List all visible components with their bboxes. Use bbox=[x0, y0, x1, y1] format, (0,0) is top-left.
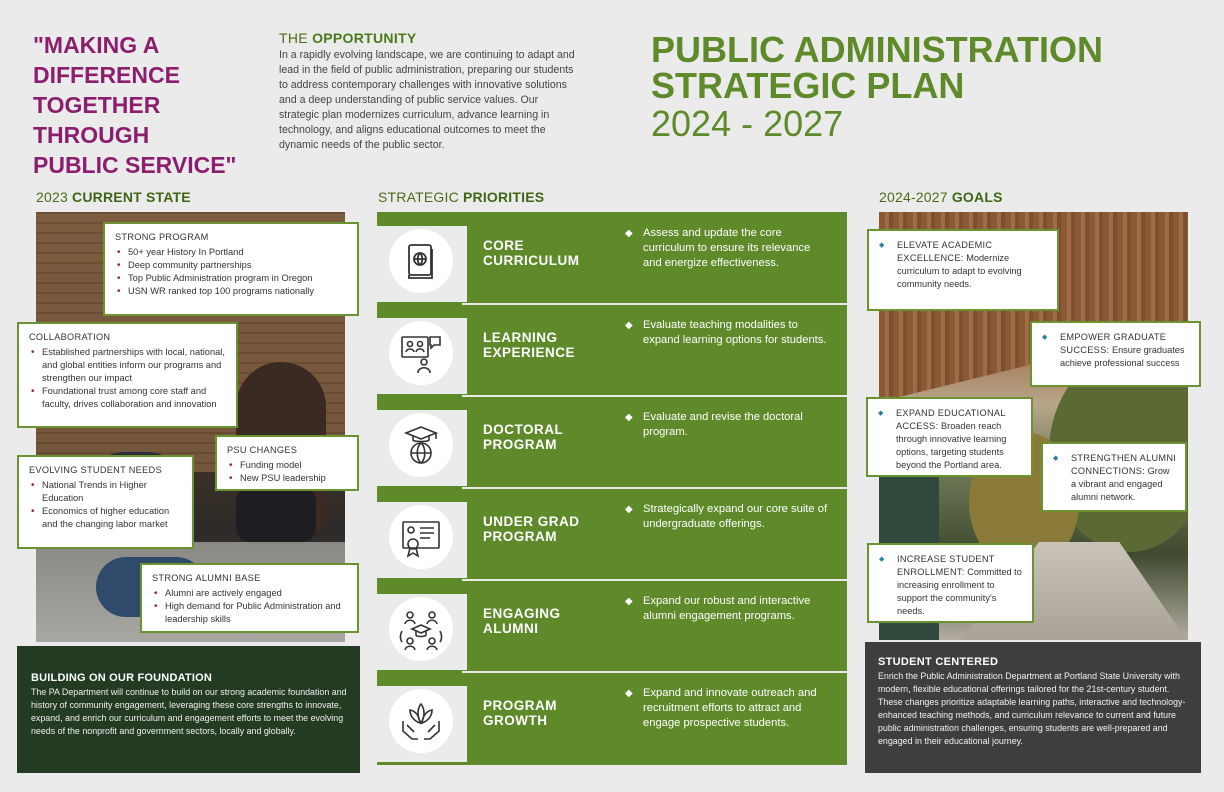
goal-box bbox=[866, 397, 1033, 477]
box-title: STRONG PROGRAM bbox=[115, 232, 209, 242]
opportunity-body: In a rapidly evolving landscape, we are continuing to adapt and lead in the field of public administration, preparing our students to address contemporary challenges with innovative solutions and a deep understanding of public service values. Our strategic plan modernizes curriculum, advance learning in technology, and aligns educational outcomes to meet the dynamic needs of the public sector. bbox=[279, 49, 575, 151]
globe-book-icon bbox=[389, 229, 453, 293]
current-state-heading bbox=[36, 189, 191, 205]
goal-text bbox=[879, 239, 1049, 291]
quote-line: "MAKING A bbox=[33, 32, 160, 58]
goal-text bbox=[1053, 452, 1177, 504]
strong-program-box bbox=[103, 222, 359, 316]
title-line-2: STRATEGIC PLAN bbox=[651, 65, 965, 106]
list-item: • Funding model bbox=[227, 459, 349, 472]
current-state-heading-light: 2023 bbox=[36, 189, 73, 205]
box-title: EVOLVING STUDENT NEEDS bbox=[29, 465, 162, 475]
priorities-panel bbox=[377, 212, 847, 765]
goal-title: ELEVATE ACADEMIC EXCELLENCE: bbox=[897, 240, 993, 263]
goal-box bbox=[867, 543, 1034, 623]
evolving-student-needs-box bbox=[17, 455, 194, 549]
quote-line: DIFFERENCE bbox=[33, 62, 180, 88]
list-item: • Deep community partnerships bbox=[115, 259, 349, 272]
quote-line: TOGETHER bbox=[33, 92, 161, 118]
list-item: • National Trends in Higher Education bbox=[29, 479, 184, 505]
priority-label bbox=[483, 330, 613, 360]
foundation-title: BUILDING ON OUR FOUNDATION bbox=[31, 672, 212, 684]
goal-text bbox=[879, 553, 1024, 618]
list-item: • USN WR ranked top 100 programs nationally bbox=[115, 285, 349, 298]
priority-label-line: ALUMNI bbox=[483, 621, 539, 636]
goal-body: Grow a vibrant and engaged alumni network. bbox=[1071, 466, 1170, 502]
priority-desc: ◆ Expand and innovate outreach and recruitment efforts to attract and engage prospective students. bbox=[625, 686, 830, 731]
priority-label-line: PROGRAM bbox=[483, 437, 557, 452]
priorities-heading-light: STRATEGIC bbox=[378, 189, 463, 205]
priority-label-line: DOCTORAL bbox=[483, 422, 564, 437]
box-title: STRONG ALUMNI BASE bbox=[152, 573, 261, 583]
priority-desc: ◆ Evaluate and revise the doctoral program. bbox=[625, 410, 830, 440]
priority-label-line: CURRICULUM bbox=[483, 253, 580, 268]
priority-label bbox=[483, 514, 613, 544]
goal-title: INCREASE STUDENT ENROLLMENT: bbox=[897, 554, 995, 577]
goal-box bbox=[867, 229, 1059, 311]
list-item: • High demand for Public Administration and leadership skills bbox=[152, 600, 349, 626]
title-line-1: PUBLIC ADMINISTRATION bbox=[651, 29, 1103, 70]
student-body: Enrich the Public Administration Department at Portland State University with modern, flexible educational offerings tailored for the 21st-century student. These changes prioritize adaptable learning paths, interactive and technology-enhanced teaching methods, and curriculum relevance to current and future public administration challenges, ensuring students are well-prepared and engaged in their educational journey. bbox=[878, 671, 1186, 746]
priority-label-line: LEARNING bbox=[483, 330, 558, 345]
goal-title: STRENGTHEN ALUMNI CONNECTIONS: bbox=[1071, 453, 1177, 476]
virtual-classroom-icon bbox=[389, 321, 453, 385]
priority-row bbox=[377, 488, 847, 580]
goal-text bbox=[1042, 331, 1191, 370]
priority-row bbox=[377, 580, 847, 672]
list-item: • New PSU leadership bbox=[227, 472, 349, 485]
goals-heading bbox=[879, 189, 1003, 205]
goal-text bbox=[878, 407, 1023, 472]
list-item: • Established partnerships with local, national, and global entities inform our programs and strengthen our impact bbox=[29, 346, 228, 385]
priority-desc: ◆ Evaluate teaching modalities to expand learning options for students. bbox=[625, 318, 830, 348]
opportunity-heading-bold: OPPORTUNITY bbox=[312, 30, 417, 46]
list-item: • 50+ year History In Portland bbox=[115, 246, 349, 259]
goal-body: Committed to increasing enrollment to support the community's needs. bbox=[897, 567, 1022, 616]
goal-box bbox=[1030, 321, 1201, 387]
priority-label-line: PROGRAM bbox=[483, 529, 557, 544]
priority-desc: ◆ Assess and update the core curriculum to ensure its relevance and energize effectiveness. bbox=[625, 226, 830, 271]
priority-label bbox=[483, 238, 613, 268]
psu-changes-box bbox=[215, 435, 359, 491]
opportunity-heading-light: THE bbox=[279, 30, 313, 46]
priority-label-line: EXPERIENCE bbox=[483, 345, 576, 360]
title-years: 2024 - 2027 bbox=[651, 103, 844, 144]
opportunity-heading bbox=[279, 30, 417, 46]
priority-label-line: UNDER GRAD bbox=[483, 514, 580, 529]
goal-title: EMPOWER GRADUATE SUCCESS: bbox=[1060, 332, 1167, 355]
priority-label-line: ENGAGING bbox=[483, 606, 561, 621]
alumni-network-icon bbox=[389, 597, 453, 661]
priority-label-line: GROWTH bbox=[483, 713, 548, 728]
quote-line: THROUGH bbox=[33, 122, 150, 148]
priority-desc: ◆ Strategically expand our core suite of undergraduate offerings. bbox=[625, 502, 830, 532]
priority-label-line: PROGRAM bbox=[483, 698, 557, 713]
current-state-heading-bold: CURRENT STATE bbox=[72, 189, 191, 205]
student-centered-panel bbox=[865, 642, 1201, 773]
priorities-heading-bold: PRIORITIES bbox=[462, 189, 545, 205]
priority-label bbox=[483, 422, 613, 452]
foundation-body: The PA Department will continue to build on our strong academic foundation and history of community engagement, leveraging these core strengths to innovate, expand, and enrich our curriculum and engagement efforts to meet the evolving needs of the nonprofit and government sectors, locally and globally. bbox=[31, 687, 347, 736]
box-title: PSU CHANGES bbox=[227, 445, 298, 455]
list-item: • Alumni are actively engaged bbox=[152, 587, 349, 600]
student-title: STUDENT CENTERED bbox=[878, 656, 999, 668]
goals-heading-bold: GOALS bbox=[951, 189, 1003, 205]
collaboration-box bbox=[17, 322, 238, 428]
list-item: • Top Public Administration program in Oregon bbox=[115, 272, 349, 285]
strong-alumni-base-box bbox=[140, 563, 359, 633]
priority-row bbox=[377, 396, 847, 488]
foundation-panel bbox=[17, 646, 360, 773]
quote-heading bbox=[33, 30, 283, 180]
quote-line: PUBLIC SERVICE" bbox=[33, 152, 237, 178]
priority-desc: ◆ Expand our robust and interactive alumni engagement programs. bbox=[625, 594, 830, 624]
growth-hands-icon bbox=[389, 689, 453, 753]
certificate-icon bbox=[389, 505, 453, 569]
goals-heading-light: 2024-2027 bbox=[879, 189, 952, 205]
goal-body: Modernize curriculum to adapt to evolving community needs. bbox=[897, 253, 1022, 289]
list-item: • Economics of higher education and the changing labor market bbox=[29, 505, 184, 531]
box-title: COLLABORATION bbox=[29, 332, 111, 342]
page-title bbox=[651, 29, 1211, 144]
graduation-globe-icon bbox=[389, 413, 453, 477]
priority-label-line: CORE bbox=[483, 238, 525, 253]
priority-label bbox=[483, 698, 613, 728]
priority-row bbox=[377, 304, 847, 396]
priority-label bbox=[483, 606, 613, 636]
list-item: • Foundational trust among core staff and faculty, drives collaboration and innovation bbox=[29, 385, 228, 411]
priority-row bbox=[377, 212, 847, 304]
priority-row bbox=[377, 672, 847, 764]
goal-title: EXPAND EDUCATIONAL ACCESS: bbox=[896, 408, 1006, 431]
goal-body: Broaden reach through innovative learning options, targeting students beyond the Portland area. bbox=[896, 421, 1007, 470]
goal-box bbox=[1041, 442, 1187, 512]
priorities-heading bbox=[378, 189, 544, 205]
goal-body: Ensure graduates achieve professional success bbox=[1060, 345, 1185, 368]
